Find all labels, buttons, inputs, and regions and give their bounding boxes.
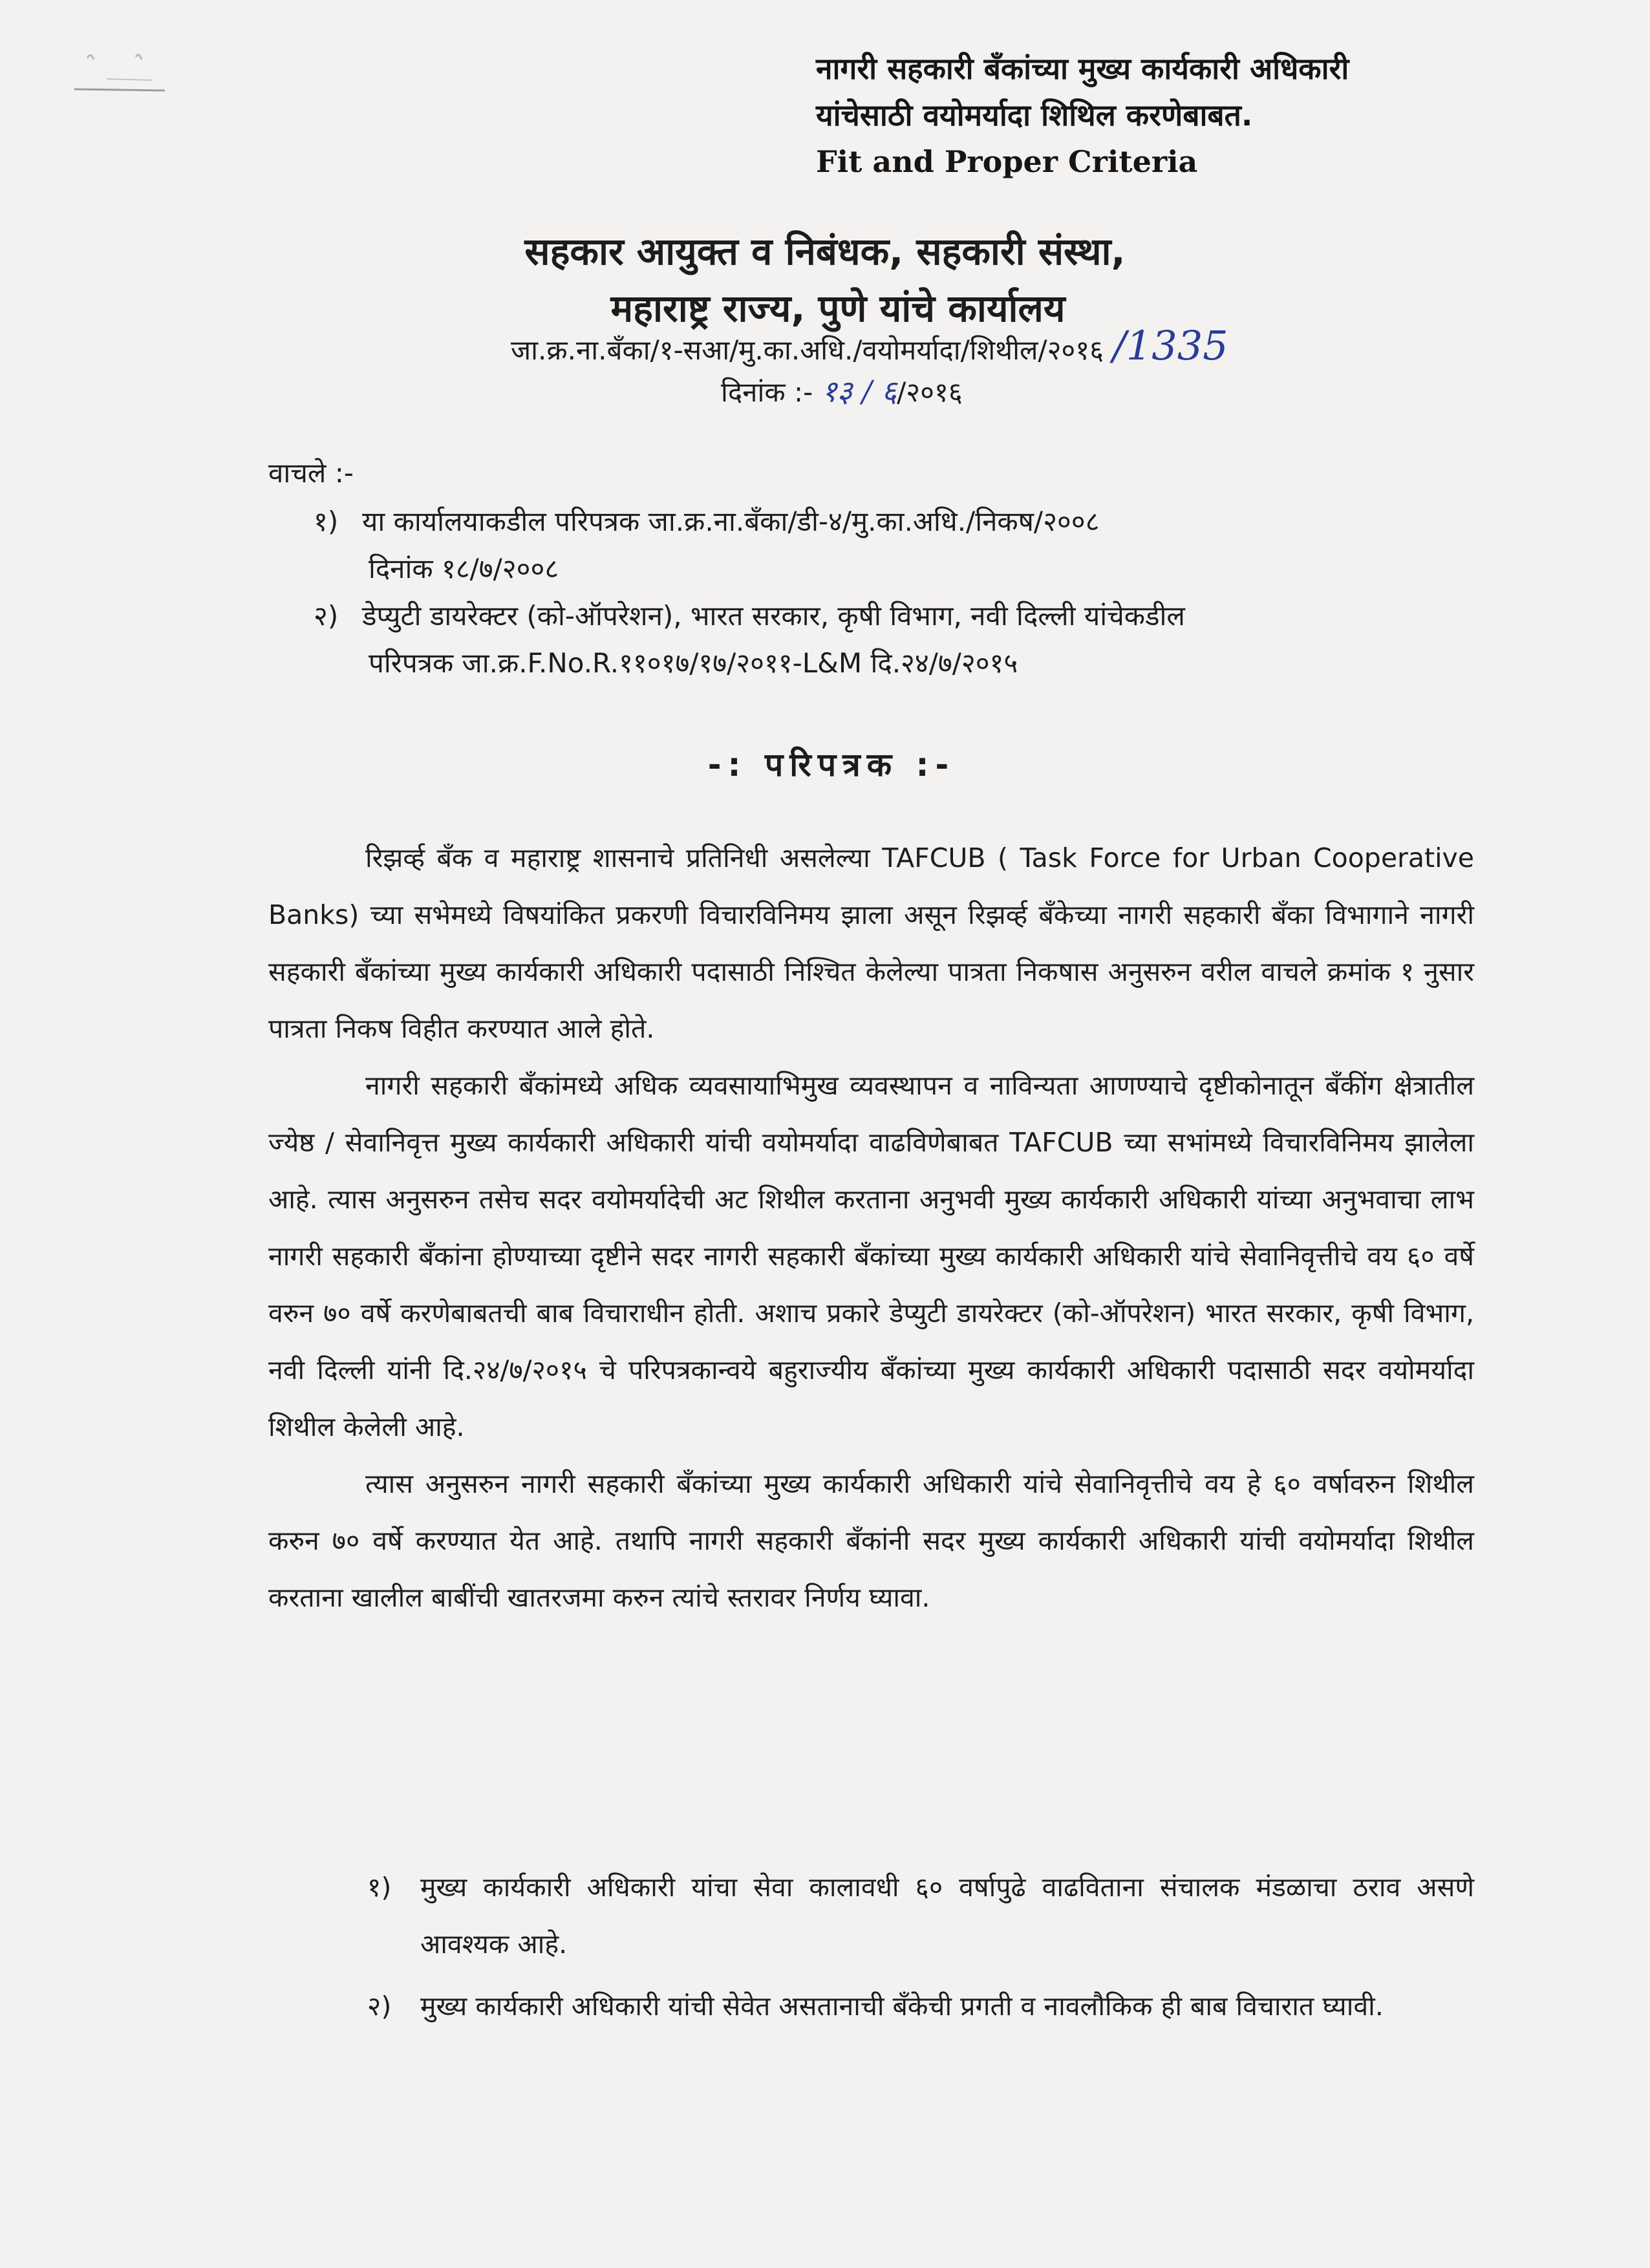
read-item-line: दिनांक १८/७/२००८ bbox=[369, 553, 559, 584]
condition-text: मुख्य कार्यकारी अधिकारी यांचा सेवा कालावधी ६० वर्षापुढे वाढविताना संचालक मंडळाचा ठराव असणे आवश्यक आहे. bbox=[420, 1872, 1474, 1960]
circular-body bbox=[268, 829, 1474, 1626]
read-list bbox=[314, 498, 1516, 687]
read-item-number: १) bbox=[314, 506, 339, 537]
body-paragraph: नागरी सहकारी बँकांमध्ये अधिक व्यवसायाभिमुख व्यवस्थापन व नाविन्यता आणण्याचे दृष्टीकोनातून बँकींग क्षेत्रातील ज्येष्ठ / सेवानिवृत्त मुख्य कार्यकारी अधिकारी यांची वयोमर्यादा वाढविणेबाबत TAFCUB च्या सभांमध्ये विचारविनिमय झालेला आहे. त्यास अनुसरुन तसेच सदर वयोमर्यादेची अट शिथील करताना अनुभवी मुख्य कार्यकारी अधिकारी यांच्या अनुभवाचा लाभ नागरी सहकारी बँकांना होण्याच्या दृष्टीने सदर नागरी सहकारी बँकांच्या मुख्य कार्यकारी अधिकारी यांचे सेवानिवृत्तीचे वय ६० वर्षे वरुन ७० वर्षे करणेबाबतची बाब विचाराधीन होती. अशाच प्रकारे डेप्युटी डायरेक्टर (को-ऑपरेशन) भारत सरकार, कृषी विभाग, नवी दिल्ली यांनी दि.२४/७/२०१५ चे परिपत्रकान्वये बहुराज्यीय बँकांच्या मुख्य कार्यकारी अधिकारी पदासाठी सदर वयोमर्यादा शिथील केलेली आहे. bbox=[268, 1070, 1474, 1442]
office-title bbox=[0, 223, 1650, 337]
office-title-line-2: महाराष्ट्र राज्य, पुणे यांचे कार्यालय bbox=[610, 286, 1066, 330]
read-list-item bbox=[314, 498, 1516, 592]
date-year: /२०१६ bbox=[897, 376, 963, 408]
read-item-line: या कार्यालयाकडील परिपत्रक जा.क्र.ना.बँका/डी-४/मु.का.अधि./निकष/२००८ bbox=[362, 506, 1100, 537]
body-paragraph: रिझर्व्ह बँक व महाराष्ट्र शासनाचे प्रतिनिधी असलेल्या TAFCUB ( Task Force for Urban Cooperative Banks) च्या सभेमध्ये विषयांकित प्रकरणी विचारविनिमय झाला असून रिझर्व्ह बँकेच्या नागरी सहकारी बँका विभागाने नागरी सहकारी बँकांच्या मुख्य कार्यकारी अधिकारी पदासाठी निश्चित केलेल्या पात्रता निकषास अनुसरुन वरील वाचले क्रमांक १ नुसार पात्रता निकष विहीत करण्यात आले होते. bbox=[268, 842, 1474, 1044]
issue-date bbox=[721, 372, 963, 412]
date-label: दिनांक :- bbox=[721, 376, 813, 408]
reference-number bbox=[511, 322, 1228, 370]
handwritten-date: १३ / ६ bbox=[821, 374, 897, 409]
handwritten-outward-number: /1335 bbox=[1112, 322, 1228, 369]
condition-item bbox=[367, 1859, 1474, 1973]
subject-line-1: नागरी सहकारी बँकांच्या मुख्य कार्यकारी अधिकारी bbox=[816, 51, 1349, 86]
subject-line-3: Fit and Proper Criteria bbox=[816, 144, 1198, 179]
reference-number-text: जा.क्र.ना.बँका/१-सआ/मु.का.अधि./वयोमर्यादा/शिथील/२०१६ bbox=[511, 334, 1104, 366]
staple-holes-mark bbox=[61, 39, 171, 103]
condition-number: १) bbox=[367, 1872, 392, 1903]
subject-line-2: यांचेसाठी वयोमर्यादा शिथिल करणेबाबत. bbox=[816, 98, 1253, 133]
subject-block bbox=[816, 45, 1559, 185]
condition-text: मुख्य कार्यकारी अधिकारी यांची सेवेत असतानाची बँकेची प्रगती व नावलौकिक ही बाब विचारात घ्यावी. bbox=[420, 1991, 1384, 2022]
condition-item bbox=[367, 1978, 1474, 2035]
read-item-number: २) bbox=[314, 600, 339, 632]
circular-heading: -: परिपत्रक :- bbox=[707, 746, 956, 784]
read-item-line: परिपत्रक जा.क्र.F.No.R.११०१७/१७/२०११-L&M दि.२४/७/२०१५ bbox=[369, 647, 1018, 679]
conditions-list bbox=[367, 1859, 1474, 2035]
office-title-line-1: सहकार आयुक्त व निबंधक, सहकारी संस्था, bbox=[524, 230, 1126, 273]
read-list-item bbox=[314, 592, 1516, 687]
read-heading: वाचले :- bbox=[268, 457, 354, 489]
read-item-line: डेप्युटी डायरेक्टर (को-ऑपरेशन), भारत सरकार, कृषी विभाग, नवी दिल्ली यांचेकडील bbox=[362, 600, 1185, 632]
body-paragraph: त्यास अनुसरुन नागरी सहकारी बँकांच्या मुख्य कार्यकारी अधिकारी यांचे सेवानिवृत्तीचे वय हे ६० वर्षावरुन शिथील करुन ७० वर्षे करण्यात येत आहे. तथापि नागरी सहकारी बँकांनी सदर मुख्य कार्यकारी अधिकारी यांची वयोमर्यादा शिथील करताना खालील बाबींची खातरजमा करुन त्यांचे स्तरावर निर्णय घ्यावा. bbox=[268, 1468, 1474, 1613]
condition-number: २) bbox=[367, 1991, 392, 2022]
